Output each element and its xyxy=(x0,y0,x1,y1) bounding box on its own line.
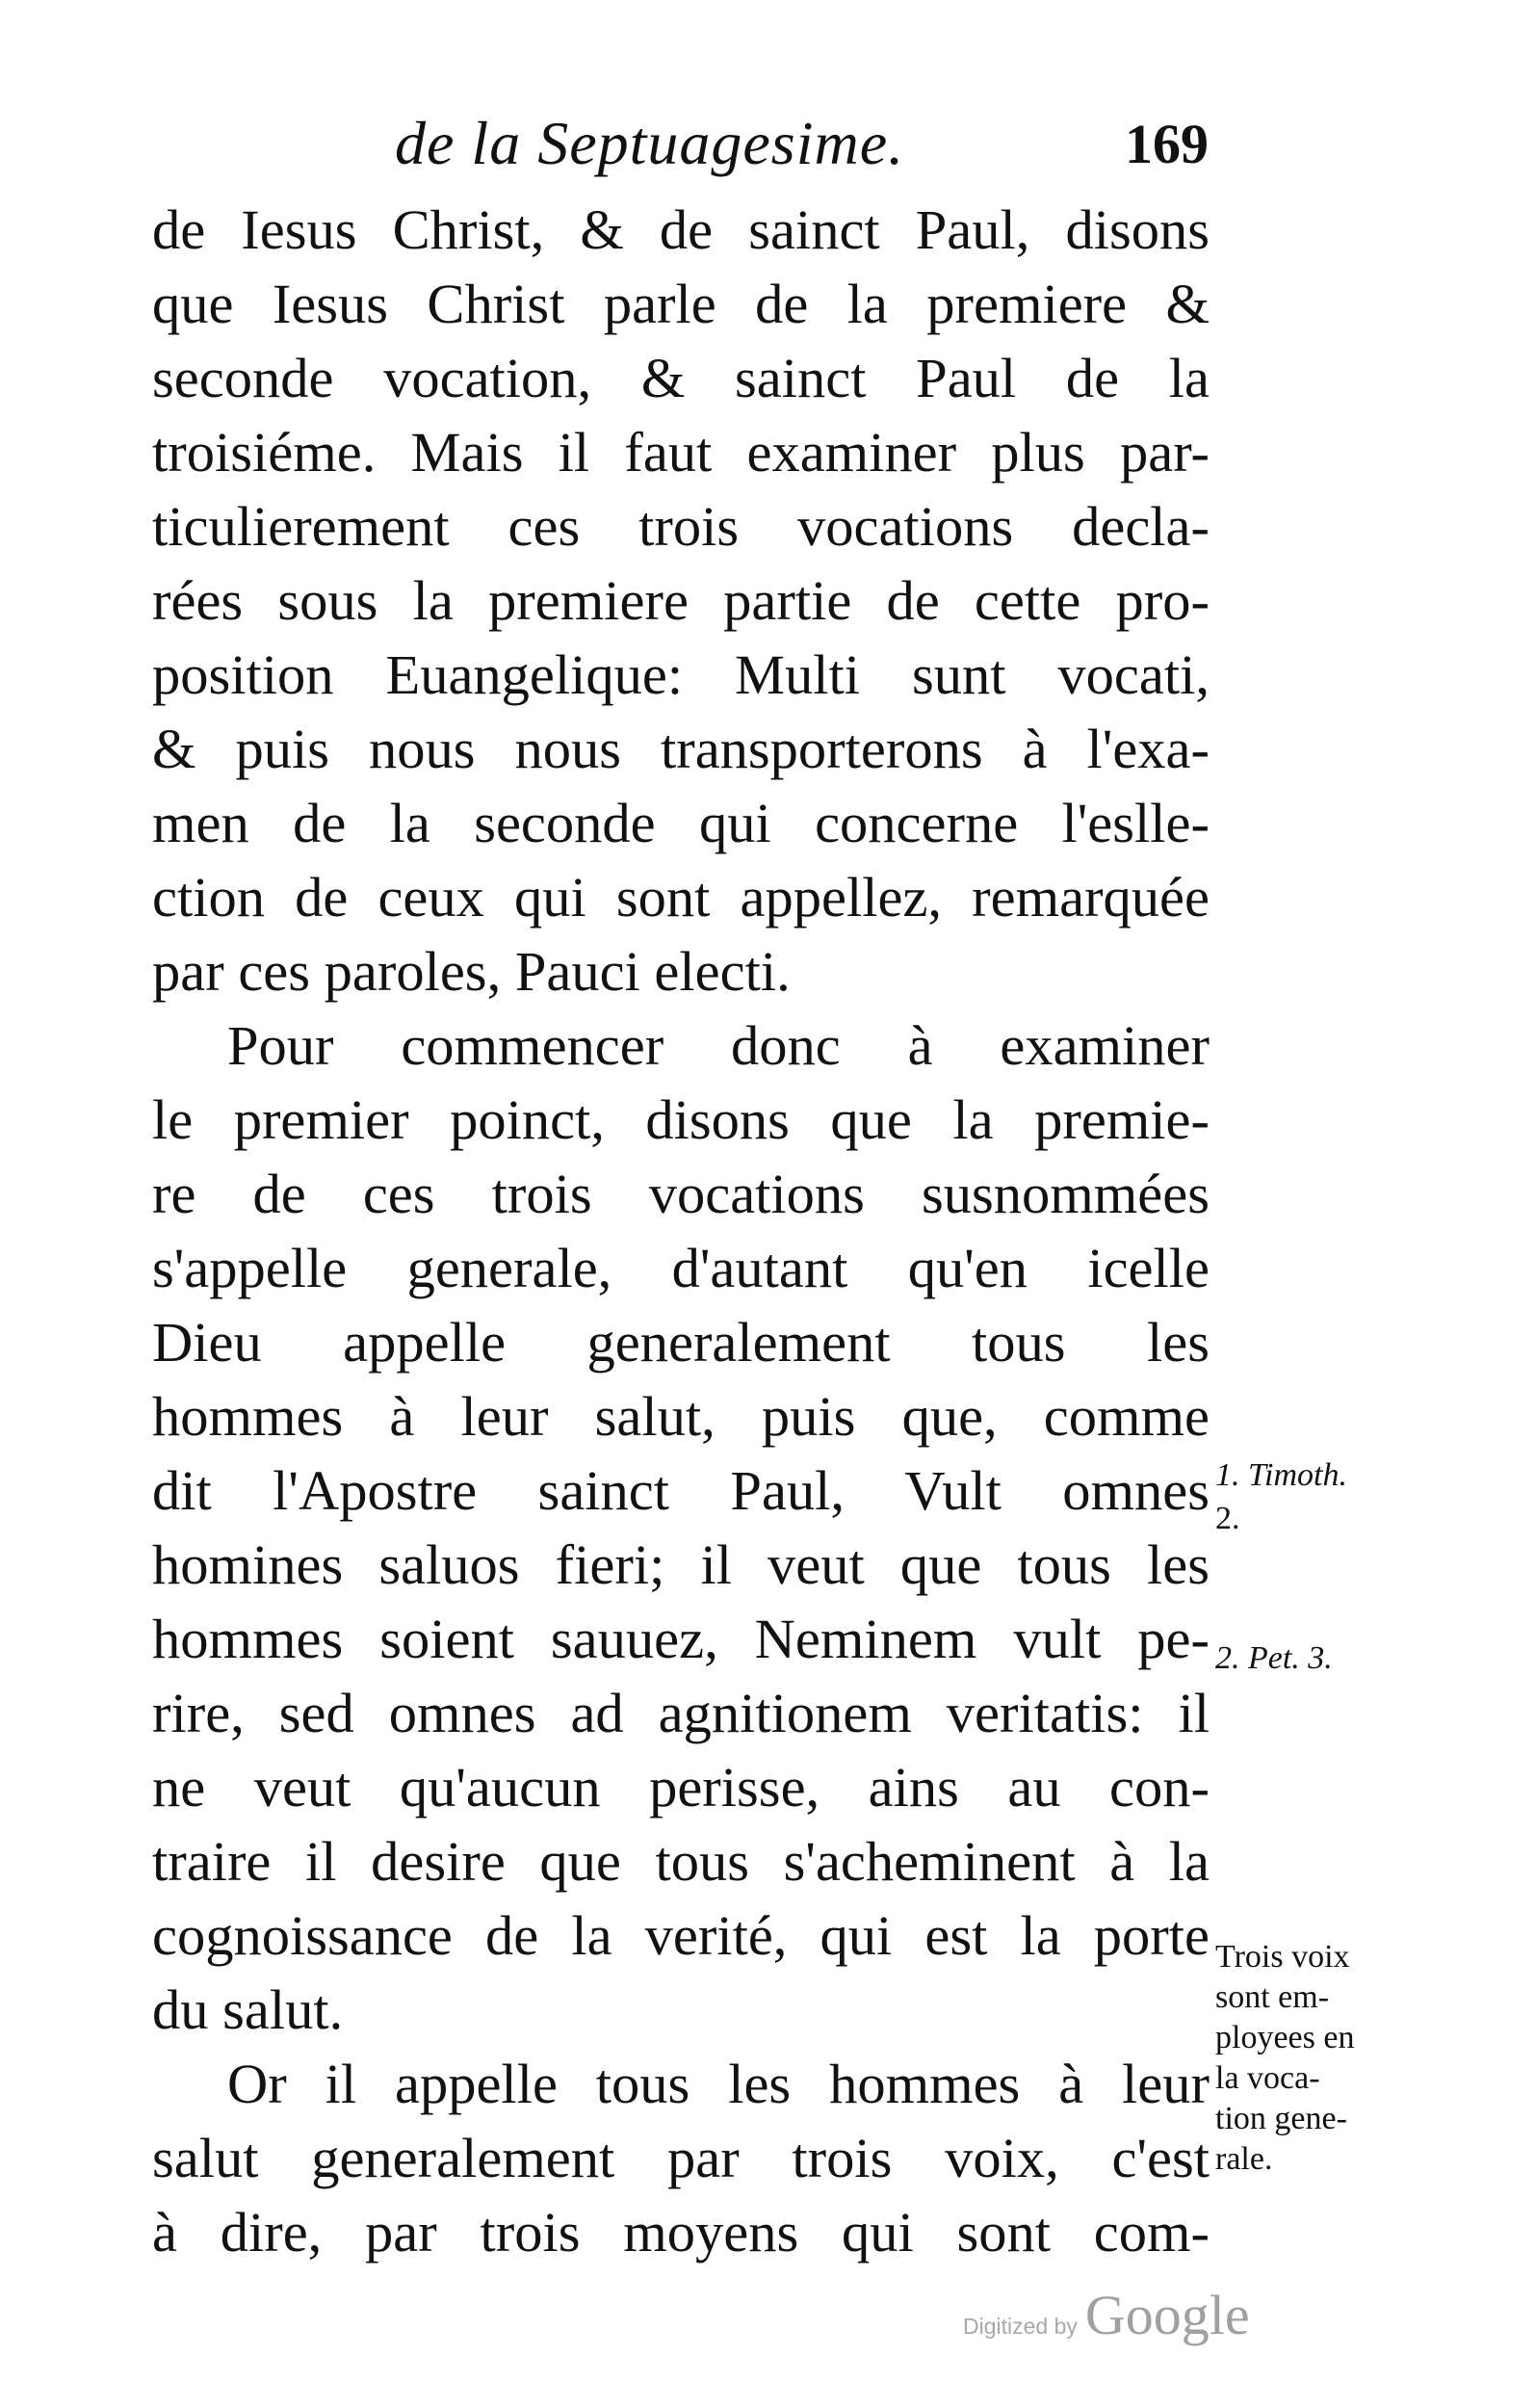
digitized-watermark xyxy=(963,2283,1250,2347)
text-line: hommes à leur salut, puis que, comme xyxy=(152,1385,1210,1448)
text-line: cognoissance de la verité, qui est la porte xyxy=(152,1904,1210,1967)
margin-note-line: rale. xyxy=(1215,2141,1273,2177)
watermark-prefix: Digitized by xyxy=(963,2314,1078,2339)
text-line: à dire, par trois moyens qui sont com- xyxy=(152,2201,1210,2264)
text-line: hommes soient sauuez, Neminem vult pe- xyxy=(152,1608,1210,1670)
text-line: traire il desire que tous s'acheminent à la xyxy=(152,1830,1210,1893)
page-number: 169 xyxy=(1125,113,1209,175)
text-line: & puis nous nous transporterons à l'exa- xyxy=(152,718,1210,780)
text-line: ticulierement ces trois vocations decla- xyxy=(152,495,1210,558)
margin-note-line: ployees en xyxy=(1215,2020,1355,2055)
text-line: re de ces trois vocations susnommées xyxy=(152,1163,1210,1225)
margin-note-pet: 2. Pet. 3. xyxy=(1215,1640,1333,1676)
margin-note-line: la voca- xyxy=(1215,2060,1320,2096)
margin-note-line: sont em- xyxy=(1215,1979,1330,2015)
text-line: seconde vocation, & sainct Paul de la xyxy=(152,347,1210,409)
text-line: position Euangelique: Multi sunt vocati, xyxy=(152,643,1210,706)
text-line: de Iesus Christ, & de sainct Paul, disons xyxy=(152,198,1210,261)
google-logo: Google xyxy=(1084,2284,1250,2346)
text-line: Pour commencer donc à examiner xyxy=(227,1014,1210,1077)
text-line: le premier poinct, disons que la premie- xyxy=(152,1088,1210,1151)
text-line: rire, sed omnes ad agnitionem veritatis: il xyxy=(152,1682,1210,1744)
text-line: homines saluos fieri; il veut que tous les xyxy=(152,1533,1210,1596)
text-line: rées sous la premiere partie de cette pro- xyxy=(152,569,1210,632)
body-text xyxy=(152,193,1210,2269)
text-line: ne veut qu'aucun perisse, ains au con- xyxy=(152,1756,1210,1819)
text-line: par ces paroles, Pauci electi. xyxy=(152,940,791,1003)
text-line: que Iesus Christ parle de la premiere & xyxy=(152,273,1210,335)
page-header xyxy=(154,108,1209,185)
text-line: dit l'Apostre sainct Paul, Vult omnes xyxy=(152,1459,1210,1522)
text-line: Or il appelle tous les hommes à leur xyxy=(227,2053,1210,2115)
margin-note-timoth: 1. Timoth. xyxy=(1215,1457,1347,1493)
text-line: ction de ceux qui sont appellez, remarquée xyxy=(152,866,1210,929)
text-line: men de la seconde qui concerne l'eslle- xyxy=(152,792,1210,854)
margin-note-line: Trois voix xyxy=(1215,1939,1350,1975)
text-line: troisiéme. Mais il faut examiner plus par- xyxy=(152,421,1210,484)
running-title: de la Septuagesime. xyxy=(395,109,905,177)
text-line: salut generalement par trois voix, c'est xyxy=(152,2127,1210,2189)
margin-note-timoth-chapter: 2. xyxy=(1215,1501,1240,1536)
text-line: Dieu appelle generalement tous les xyxy=(152,1311,1210,1374)
margin-note-line: tion gene- xyxy=(1215,2101,1347,2136)
text-line: s'appelle generale, d'autant qu'en icelle xyxy=(152,1237,1210,1299)
text-line: du salut. xyxy=(152,1978,344,2041)
